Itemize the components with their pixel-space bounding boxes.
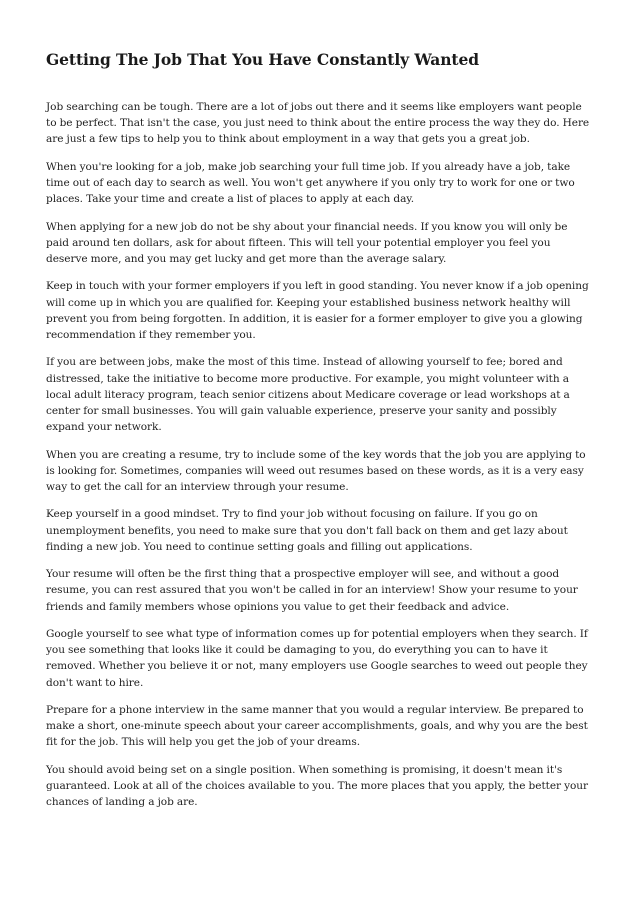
paragraph: If you are between jobs, make the most of this time. Instead of allowing yourself to fee; bored and distressed, take the initiative to become more productive. For example, you might volunteer with a local adult literacy program, teach senior citizens about Medicare coverage or lead workshops at a center for small businesses. You will gain valuable experience, preserve your sanity and possibly expand your network. <box>46 356 570 434</box>
paragraph: When applying for a new job do not be shy about your financial needs. If you know you will only be paid around ten dollars, ask for about fifteen. This will tell your potential employer you feel you deserve more, and you may get lucky and get more than the average salary. <box>46 220 568 265</box>
paragraph: Your resume will often be the first thing that a prospective employer will see, and without a good resume, you can rest assured that you won't be called in for an interview! Show your resume to your friends and family members whose opinions you value to get their feedback and advice. <box>46 568 578 613</box>
paragraph: Keep in touch with your former employers if you left in good standing. You never know if a job opening will come up in which you are qualified for. Keeping your established business network healthy will prevent you from being forgotten. In addition, it is easier for a former employer to give you a glowing recommendation if they remember you. <box>46 280 589 341</box>
paragraph: You should avoid being set on a single position. When something is promising, it doesn't mean it's guaranteed. Look at all of the choices available to you. The more places that you apply, the better your chances of landing a job are. <box>46 763 589 809</box>
document-title: Getting The Job That You Have Constantly Wanted <box>46 50 479 69</box>
paragraph: Job searching can be tough. There are a lot of jobs out there and it seems like employers want people to be perfect. That isn't the case, you just need to think about the entire process the way they do. Here are just a few tips to help you to think about employment in a way that gets you a great job. <box>46 101 590 146</box>
paragraph: Google yourself to see what type of information comes up for potential employers when they search. If you see something that looks like it could be damaging to you, do everything you can to have it removed. Whether you believe it or not, many employers use Google searches to weed out people they don't want to hire. <box>46 627 588 689</box>
paragraph: Keep yourself in a good mindset. Try to find your job without focusing on failure. If you go on unemployment benefits, you need to make sure that you don't fall back on them and get lazy about finding a new job. You need to continue setting goals and filling out applications. <box>46 508 568 553</box>
paragraph: When you are creating a resume, try to include some of the key words that the job you are applying to is looking for. Sometimes, companies will weed out resumes based on these words, as it is a very easy way to get the call for an interview through your resume. <box>46 448 586 493</box>
paragraph: Prepare for a phone interview in the same manner that you would a regular interview. Be prepared to make a short, one-minute speech about your career accomplishments, goals, and why you are the best fit for the job. This will help you get the job of your dreams. <box>46 703 588 749</box>
paragraph: When you're looking for a job, make job searching your full time job. If you already have a job, take time out of each day to search as well. You won't get anywhere if you only try to work for one or two places. Take your time and create a list of places to apply at each day. <box>46 160 575 206</box>
